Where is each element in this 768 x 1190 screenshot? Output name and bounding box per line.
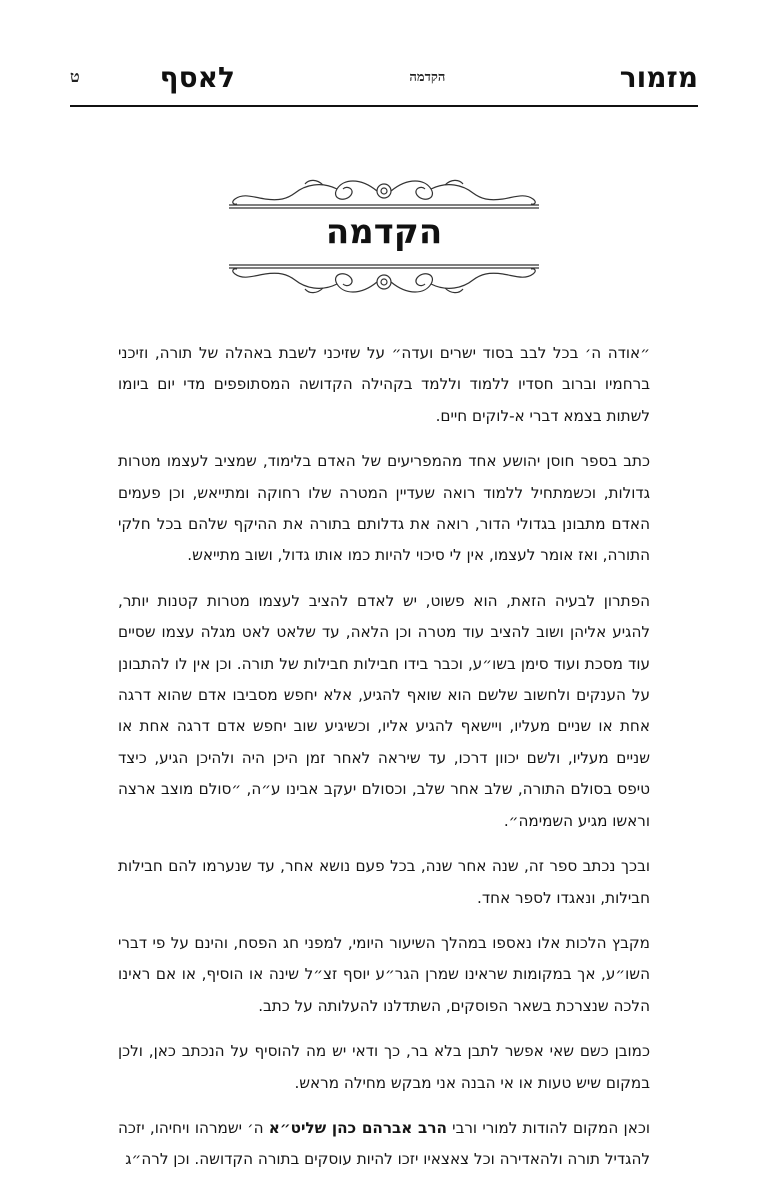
header-row: [70, 61, 698, 94]
paragraph-7-end: ה׳ ישמרהו ויחיהו, יזכה להגדיל תורה ולהאדירה וכל צאצאיו יזכו להיות עוסקים בתורה הקדושה. וכן לרה״ג: [118, 1118, 650, 1169]
header-book-title-left: לאסף: [159, 60, 235, 94]
paragraph-3: הפתרון לבעיה הזאת, הוא פשוט, יש לאדם להציב לעצמו מטרות קטנות יותר, להגיע אליהן ושוב להציב עוד מטרה וכן הלאה, עד שלאט לאט מגלה עצמו שסיים עוד מסכת ועוד סימן בשו״ע, וכבר בידו חבילות חבילות של תורה. וכן אין לו להתבונן על הענקים ולחשוב שלשם הוא שואף להגיע, אלא יחפש מסביבו אדם שהוא דרגה אחת או שניים מעליו, ויישאף להגיע אליו, וכשיגיע שוב יחפש אדם דרגה אחת או שניים מעליו, ולשם יכוון דרכו, עד שיראה לאחר זמן היכן היה ולהיכן הגיע, כיצד טיפס בסולם התורה, שלב אחר שלב, וכסולם יעקב אבינו ע״ה, ״סולם מוצב ארצה וראשו מגיע השמימה״.: [118, 591, 650, 830]
paragraph-1: ״אודה ה׳ בכל לבב בסוד ישרים ועדה״ על שזיכני לשבת באהלה של תורה, וזיכני ברחמיו וברוב חסדיו ללמוד וללמד בקהילה הקדושה המסתופפים מדי יום ביומו לשתות בצמא דברי א-לוקים חיים.: [118, 344, 650, 425]
paragraph-7: [118, 1113, 650, 1176]
paragraph-4: ובכך נכתב ספר זה, שנה אחר שנה, בכל פעם נושא אחר, עד שנערמו להם חבילות חבילות, ונאגדו לספר אחד.: [118, 857, 650, 907]
paragraph-5: מקבץ הלכות אלו נאספו במהלך השיעור היומי, למפני חג הפסח, והינם על פי דברי השו״ע, אך במקומות שראינו שמרן הגר״ע יוסף זצ״ל שינה או הוסיף, או אם ראינו הלכה שנצרכת בשאר הפוסקים, השתדלנו להעלותה על כתב.: [118, 933, 650, 1015]
header-left-group: [70, 61, 235, 94]
paragraph-6: כמובן כשם שאי אפשר לתבן בלא בר, כך ודאי יש מה להוסיף על הנכתב כאן, ולכן במקום שיש טעות או אי הבנה אני מבקש מחילה מראש.: [118, 1042, 650, 1092]
ornament-bottom-icon: [225, 258, 543, 298]
section-title: הקדמה: [325, 212, 443, 252]
header-book-title-right: מזמור: [619, 60, 698, 94]
page-number: ט: [70, 67, 80, 86]
header-section-name: הקדמה: [409, 70, 446, 85]
header-divider: [70, 105, 698, 107]
running-header: [70, 52, 698, 102]
intro-body: [118, 338, 650, 1190]
paragraph-7-start: וכאן המקום להודות למורי ורבי: [446, 1118, 651, 1137]
paragraph-2: כתב בספר חוסן יהושע אחד מהמפריעים של האדם בלימוד, שמציב לעצמו מטרות גדולות, וכשמתחיל ללמוד רואה שעדיין המטרה שלו רחוקה ומתייאש, וכן פעמים האדם מתבונן בגדולי הדור, רואה את גדלותם בתורה את ההיקף שלהם בכל חלקי התורה, ואז אומר לעצמו, אין לי סיכוי להיות כמו אותו גדול, ושוב מתייאש.: [118, 452, 650, 565]
rabbi-name: הרב אברהם כהן שליט״א: [268, 1118, 447, 1137]
ornament-top-icon: [225, 175, 543, 215]
